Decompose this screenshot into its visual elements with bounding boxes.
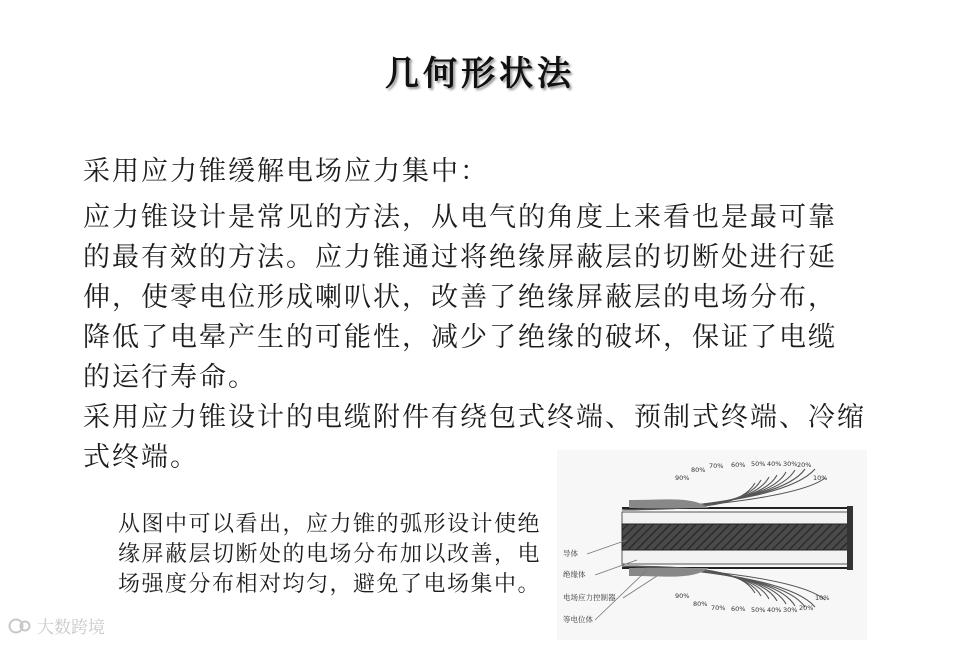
lower-pct-60: 60% bbox=[731, 605, 746, 613]
conductor-core bbox=[622, 524, 851, 550]
stress-cone-diagram bbox=[557, 450, 867, 640]
upper-pct-90: 90% bbox=[675, 474, 690, 482]
label-insulation: 绝缘体 bbox=[563, 570, 586, 579]
label-equipotential: 等电位体 bbox=[563, 615, 593, 624]
figure-caption: 从图中可以看出，应力锥的弧形设计使绝缘屏蔽层切断处的电场分布加以改善，电场强度分布相对均匀，避免了电场集中。 bbox=[118, 512, 542, 597]
lower-pct-40: 40% bbox=[767, 606, 782, 614]
lower-percent-labels bbox=[675, 592, 829, 614]
label-stress-cone: 电场应力控制器 bbox=[563, 593, 616, 602]
upper-percent-labels bbox=[675, 460, 827, 482]
upper-pct-20: 20% bbox=[797, 461, 812, 469]
upper-pct-60: 60% bbox=[731, 461, 746, 469]
intro-paragraph: 采用应力锥缓解电场应力集中： bbox=[83, 156, 489, 187]
slide-title: 几何形状法 bbox=[385, 54, 575, 94]
description-paragraph: 应力锥设计是常见的方法，从电气的角度上来看也是最可靠的最有效的方法。应力锥通过将绝缘屏蔽层的切断处进行延伸，使零电位形成喇叭状，改善了绝缘屏蔽层的电场分布，降低了电晕产生的可能性，减少了绝缘的破坏，保证了电缆的运行寿命。 bbox=[83, 202, 837, 393]
upper-pct-30: 30% bbox=[783, 460, 798, 468]
usage-paragraph: 采用应力锥设计的电缆附件有绕包式终端、预制式终端、冷缩式终端。 bbox=[83, 402, 866, 473]
lower-pct-10: 10% bbox=[815, 594, 830, 602]
watermark-text: 大数跨境 bbox=[37, 618, 105, 638]
upper-pct-10: 10% bbox=[813, 474, 828, 482]
lower-pct-50: 50% bbox=[751, 606, 766, 614]
lower-pct-70: 70% bbox=[711, 604, 726, 612]
brand-logo-icon bbox=[8, 616, 32, 636]
lower-pct-30: 30% bbox=[783, 606, 798, 614]
lower-pct-80: 80% bbox=[693, 600, 708, 608]
cable-end bbox=[847, 506, 853, 570]
watermark bbox=[8, 613, 105, 638]
lower-pct-90: 90% bbox=[675, 592, 690, 600]
upper-pct-50: 50% bbox=[751, 460, 766, 468]
upper-pct-40: 40% bbox=[767, 460, 782, 468]
stress-cone-figure bbox=[557, 450, 867, 640]
upper-pct-80: 80% bbox=[691, 466, 706, 474]
lower-pct-20: 20% bbox=[799, 604, 814, 612]
upper-pct-70: 70% bbox=[709, 462, 724, 470]
label-conductor: 导体 bbox=[563, 549, 578, 558]
upper-stress-cone bbox=[629, 499, 709, 508]
